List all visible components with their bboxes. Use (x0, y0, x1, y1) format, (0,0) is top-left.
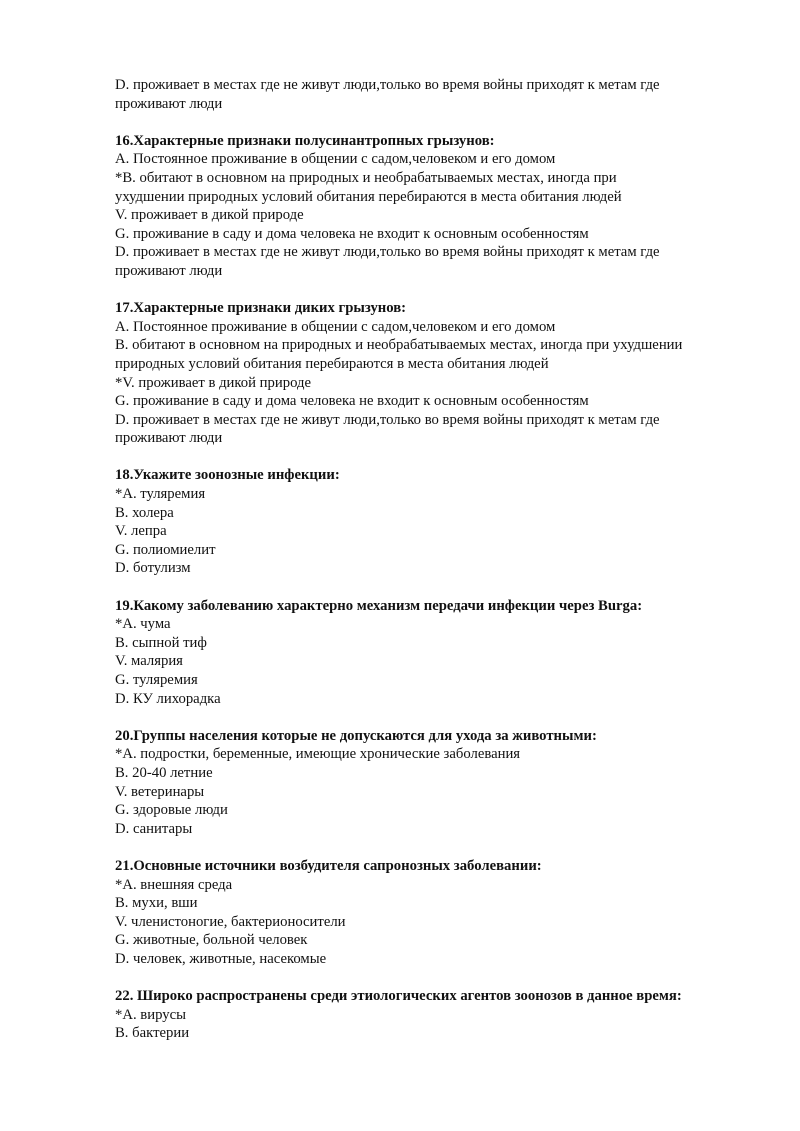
question-19 (115, 597, 755, 709)
option-line: B. 20-40 летние (115, 764, 213, 781)
question-21 (115, 857, 755, 969)
option-line: проживают люди (115, 95, 223, 112)
option-line: V. ветеринары (115, 783, 205, 800)
option-line: проживают люди (115, 430, 223, 447)
option-line: *B. обитают в основном на природных и необрабатываемых местах, иногда при (115, 169, 617, 186)
option-line: D. проживает в местах где не живут люди,только во время войны приходят к метам где (115, 77, 660, 93)
option-line: G. проживание в саду и дома человека не входит к основным особенностям (115, 225, 589, 242)
question-20 (115, 727, 755, 839)
option-line: *A. туляремия (115, 486, 206, 503)
option-line: V. лепра (115, 523, 167, 540)
question-16 (115, 132, 755, 281)
option-line: D. проживает в местах где не живут люди,только во время войны приходят к метам где (115, 411, 660, 428)
question-title: 21.Основные источники возбудителя сапронозных заболевании: (115, 857, 542, 874)
question-18 (115, 466, 755, 578)
option-line: V. членистоногие, бактерионосители (115, 913, 346, 930)
option-line: *A. вирусы (115, 1006, 186, 1023)
continued-option (115, 76, 755, 113)
document-page (115, 76, 755, 1043)
option-line: проживают люди (115, 262, 223, 279)
option-line: D. проживает в местах где не живут люди,только во время войны приходят к метам где (115, 244, 660, 261)
option-line: G. здоровые люди (115, 802, 228, 819)
option-line: G. проживание в саду и дома человека не входит к основным особенностям (115, 393, 589, 410)
option-line: V. малярия (115, 653, 183, 670)
option-line: V. проживает в дикой природе (115, 207, 304, 224)
question-22 (115, 987, 755, 1043)
option-line: ухудшении природных условий обитания перебираются в места обитания людей (115, 188, 622, 205)
option-line: D. санитары (115, 820, 193, 837)
option-line: G. полиомиелит (115, 541, 216, 558)
option-line: *V. проживает в дикой природе (115, 374, 311, 391)
option-line: A. Постоянное проживание в общении с садом,человеком и его домом (115, 318, 556, 335)
option-line: D. человек, животные, насекомые (115, 950, 327, 967)
option-line: D. КУ лихорадка (115, 690, 221, 707)
option-line: B. холера (115, 504, 174, 521)
question-title: 20.Группы населения которые не допускаются для ухода за животными: (115, 727, 597, 744)
option-line: G. туляремия (115, 672, 198, 688)
option-line: B. обитают в основном на природных и необрабатываемых местах, иногда при ухудшении (115, 337, 683, 354)
question-title: 18.Укажите зоонозные инфекции: (115, 467, 340, 484)
option-line: *A. чума (115, 616, 171, 633)
option-line: природных условий обитания перебираются в места обитания людей (115, 355, 549, 372)
option-line: B. бактерии (115, 1025, 190, 1042)
option-line: B. сыпной тиф (115, 634, 207, 651)
question-title: 17.Характерные признаки диких грызунов: (115, 300, 407, 317)
question-title: 19.Какому заболеванию характерно механизм передачи инфекции через Burga: (115, 597, 643, 614)
option-line: A. Постоянное проживание в общении с садом,человеком и его домом (115, 151, 556, 168)
option-line: B. мухи, вши (115, 895, 198, 912)
question-title: 22. Широко распространены среди этиологических агентов зоонозов в данное время: (115, 988, 682, 1005)
option-line: D. ботулизм (115, 560, 191, 577)
option-line: *A. внешняя среда (115, 876, 233, 893)
question-title: 16.Характерные признаки полусинантропных грызунов: (115, 132, 495, 149)
option-line: G. животные, больной человек (115, 932, 308, 949)
question-17 (115, 299, 755, 448)
option-line: *A. подростки, беременные, имеющие хронические заболевания (115, 746, 521, 763)
